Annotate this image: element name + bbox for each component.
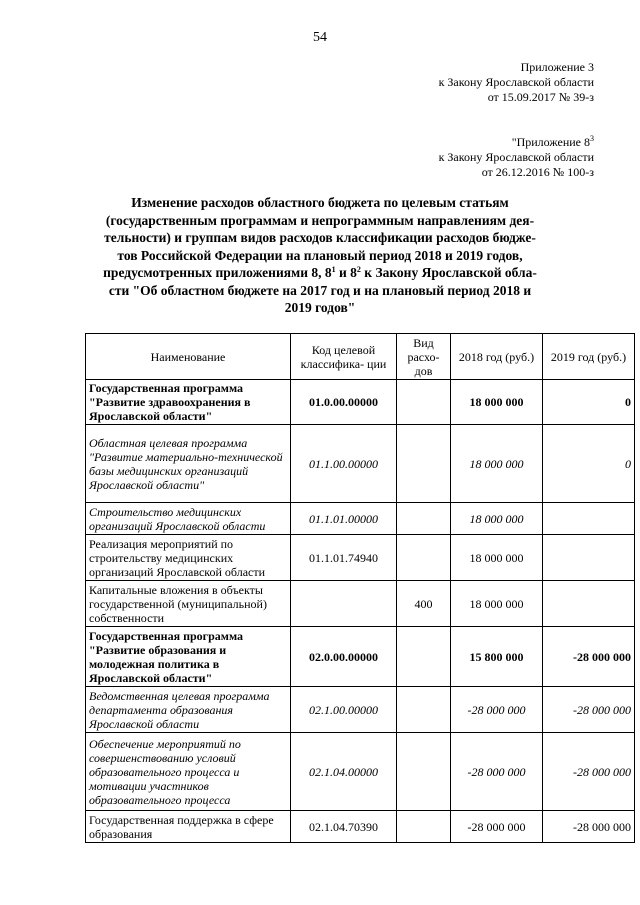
table-row	[86, 503, 635, 535]
cell-code: 01.1.01.00000	[291, 503, 397, 535]
title-line4: тов Российской Федерации на плановый период 2018 и 2019 годов,	[117, 247, 523, 263]
title-line5	[80, 264, 560, 282]
cell-2019	[543, 503, 635, 535]
annex-referenced-sup: 3	[590, 134, 594, 143]
page-number: 54	[313, 30, 327, 45]
cell-code: 02.0.00.00000	[291, 627, 397, 687]
annex-current	[439, 60, 594, 105]
cell-2018: 18 000 000	[451, 581, 543, 627]
document-title	[80, 194, 560, 317]
cell-2019: 0	[543, 380, 635, 425]
cell-code: 01.1.00.00000	[291, 425, 397, 503]
title-line2: (государственным программам и непрограммным направлениям дея-	[105, 212, 535, 228]
cell-code: 02.1.00.00000	[291, 687, 397, 733]
annex-current-line2: к Закону Ярославской области	[438, 75, 594, 89]
header-2019: 2019 год (руб.)	[543, 334, 635, 380]
header-name: Наименование	[86, 334, 291, 380]
cell-name: Обеспечение мероприятий по совершенствованию условий образовательного процесса и мотивации участников образовательного процесса	[86, 733, 291, 811]
cell-2018: 18 000 000	[451, 425, 543, 503]
header-2018: 2018 год (руб.)	[451, 334, 543, 380]
cell-vid	[397, 535, 451, 581]
title-line5-b: и 8	[335, 265, 357, 280]
cell-vid	[397, 733, 451, 811]
title-line5-c: к Закону Ярославской обла-	[360, 265, 537, 280]
cell-name: Областная целевая программа "Развитие материально-технической базы медицинских организаций Ярославской области"	[86, 425, 291, 503]
table-row	[86, 380, 635, 425]
cell-vid	[397, 425, 451, 503]
cell-vid	[397, 380, 451, 425]
cell-2018: 18 000 000	[451, 503, 543, 535]
table-row	[86, 425, 635, 503]
cell-name: Реализация мероприятий по строительству медицинских организаций Ярославской области	[86, 535, 291, 581]
cell-2018: 18 000 000	[451, 535, 543, 581]
table-row	[86, 581, 635, 627]
table-row	[86, 733, 635, 811]
cell-code: 01.0.00.00000	[291, 380, 397, 425]
cell-code	[291, 581, 397, 627]
cell-vid	[397, 503, 451, 535]
table-row	[86, 811, 635, 843]
annex-referenced-line1	[439, 135, 594, 150]
cell-code: 02.1.04.00000	[291, 733, 397, 811]
title-line1: Изменение расходов областного бюджета по целевым статьям	[131, 195, 509, 210]
cell-2019: -28 000 000	[543, 811, 635, 843]
budget-table	[85, 333, 635, 843]
annex-referenced-line2: к Закону Ярославской области	[438, 150, 594, 164]
annex-current-line3: от 15.09.2017 № 39-з	[487, 90, 594, 104]
header-code: Код целевой классифика- ции	[291, 334, 397, 380]
cell-2019: -28 000 000	[543, 733, 635, 811]
cell-vid	[397, 627, 451, 687]
cell-2018: -28 000 000	[451, 811, 543, 843]
annex-referenced-line1-text: "Приложение 8	[511, 135, 590, 149]
title-line3: тельности) и группам видов расходов классификации расходов бюдже-	[104, 230, 536, 245]
cell-name: Строительство медицинских организаций Ярославской области	[86, 503, 291, 535]
annex-referenced	[439, 135, 594, 180]
title-line5-a: предусмотренных приложениями 8, 8	[103, 265, 332, 280]
cell-2019: -28 000 000	[543, 627, 635, 687]
cell-name: Ведомственная целевая программа департамента образования Ярославской области	[86, 687, 291, 733]
cell-2018: -28 000 000	[451, 687, 543, 733]
title-line6: сти "Об областном бюджете на 2017 год и на плановый период 2018 и	[108, 282, 532, 298]
cell-2019	[543, 535, 635, 581]
title-line5-sup1: 1	[331, 265, 336, 274]
cell-2019	[543, 581, 635, 627]
annex-referenced-line3: от 26.12.2016 № 100-з	[481, 165, 594, 179]
header-vid: Вид расхо- дов	[397, 334, 451, 380]
cell-vid: 400	[397, 581, 451, 627]
cell-vid	[397, 687, 451, 733]
table-header-row	[86, 334, 635, 380]
title-line7: 2019 годов"	[284, 300, 356, 315]
cell-code: 02.1.04.70390	[291, 811, 397, 843]
annex-current-line1: Приложение 3	[520, 60, 594, 74]
cell-2018: -28 000 000	[451, 733, 543, 811]
cell-code: 01.1.01.74940	[291, 535, 397, 581]
cell-2018: 18 000 000	[451, 380, 543, 425]
cell-name: Государственная программа "Развитие образования и молодежная политика в Ярославской области"	[86, 627, 291, 687]
cell-name: Государственная программа "Развитие здравоохранения в Ярославской области"	[86, 380, 291, 425]
table-row	[86, 627, 635, 687]
cell-vid	[397, 811, 451, 843]
cell-2019: 0	[543, 425, 635, 503]
title-line5-sup2: 2	[356, 265, 361, 274]
cell-name: Государственная поддержка в сфере образования	[86, 811, 291, 843]
cell-2019: -28 000 000	[543, 687, 635, 733]
cell-2018: 15 800 000	[451, 627, 543, 687]
table-row	[86, 535, 635, 581]
table-row	[86, 687, 635, 733]
cell-name: Капитальные вложения в объекты государственной (муниципальной) собственности	[86, 581, 291, 627]
